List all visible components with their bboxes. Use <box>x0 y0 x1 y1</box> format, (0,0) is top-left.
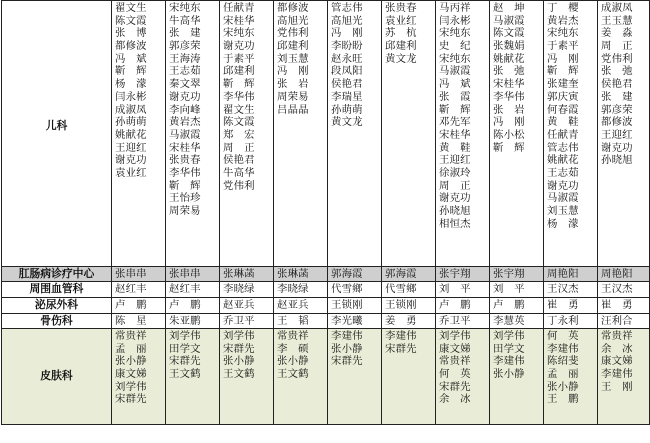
schedule-cell <box>382 298 436 314</box>
doctor-name: 卢 鹏 <box>169 299 201 311</box>
doctor-name: 张贵春 <box>169 154 201 167</box>
doctor-name: 刘玉慧 <box>277 52 309 65</box>
doctor-name: 常贵祥 <box>277 330 309 342</box>
doctor-name: 赵 坤 <box>493 2 525 14</box>
doctor-name: 成淑凤 <box>115 103 147 116</box>
doctor-name: 李华伟 <box>493 90 525 103</box>
doctor-name: 黄 鞋 <box>439 141 471 154</box>
doctor-name: 张琳菡 <box>277 268 309 280</box>
schedule-cell <box>112 267 166 282</box>
doctor-name: 王文鹤 <box>277 368 309 381</box>
schedule-cell <box>436 298 490 314</box>
schedule-cell <box>274 329 328 425</box>
doctor-name: 孟 丽 <box>547 368 579 381</box>
doctor-name: 冯 斌 <box>115 52 147 65</box>
doctor-name: 宋群先 <box>439 380 471 393</box>
schedule-body <box>2 1 650 425</box>
doctor-name: 管志伟 <box>331 2 363 14</box>
doctor-name: 牛高华 <box>169 14 201 27</box>
schedule-cell <box>544 282 598 298</box>
schedule-cell <box>166 329 220 425</box>
doctor-name: 谢克功 <box>547 179 579 192</box>
doctor-name: 陈小松 <box>493 128 525 141</box>
schedule-cell <box>598 314 650 329</box>
doctor-name: 邱建利 <box>277 40 309 53</box>
doctor-name: 姚献花 <box>547 154 579 167</box>
doctor-name: 宋群先 <box>331 355 363 368</box>
doctor-name: 靳 辉 <box>547 65 579 78</box>
doctor-name: 崔 勇 <box>601 299 633 311</box>
doctor-name: 乔卫平 <box>439 315 471 327</box>
doctor-name: 翟文生 <box>115 2 147 14</box>
department-label: 儿科 <box>2 1 112 267</box>
doctor-name: 张小静 <box>547 380 579 393</box>
schedule-cell <box>436 329 490 425</box>
doctor-name: 靳 辉 <box>439 103 471 116</box>
doctor-name: 张宇翔 <box>439 268 471 280</box>
doctor-name: 张 博 <box>115 27 147 40</box>
doctor-name: 何 英 <box>547 330 579 342</box>
doctor-name: 冯 刚 <box>493 116 525 129</box>
doctor-name: 陈文霞 <box>493 27 525 40</box>
schedule-cell <box>274 267 328 282</box>
doctor-name: 牛高华 <box>223 166 255 179</box>
doctor-name: 周荣易 <box>277 90 309 103</box>
schedule-cell <box>112 329 166 425</box>
doctor-name: 李华伟 <box>223 90 255 103</box>
department-label: 周围血管科 <box>2 282 112 298</box>
doctor-name: 刘学伟 <box>439 330 471 342</box>
doctor-name: 冯 刚 <box>547 52 579 65</box>
doctor-name: 姚献花 <box>493 52 525 65</box>
schedule-cell <box>220 329 274 425</box>
schedule-cell <box>490 298 544 314</box>
schedule-cell <box>436 282 490 298</box>
doctor-name: 张 岩 <box>493 103 525 116</box>
doctor-name: 孙萌萌 <box>331 103 363 116</box>
doctor-name: 宋桂华 <box>439 128 471 141</box>
doctor-name: 王迎红 <box>439 154 471 167</box>
doctor-name: 张宇翔 <box>493 268 525 280</box>
doctor-name: 张魏娟 <box>493 40 525 53</box>
schedule-cell <box>490 1 544 267</box>
doctor-name: 郭海霞 <box>385 268 417 280</box>
doctor-name: 李建伟 <box>493 355 525 368</box>
doctor-name: 刘学伟 <box>169 330 201 342</box>
schedule-cell <box>598 267 650 282</box>
doctor-name: 李建伟 <box>331 330 363 342</box>
doctor-name: 宋纯东 <box>547 27 579 40</box>
doctor-name: 宋纯东 <box>223 27 255 40</box>
schedule-cell <box>328 1 382 267</box>
doctor-name: 黄文龙 <box>331 116 363 129</box>
doctor-name: 张建奎 <box>547 78 579 91</box>
doctor-name: 周 正 <box>601 40 633 53</box>
schedule-cell <box>166 314 220 329</box>
doctor-name: 冯 斌 <box>439 78 471 91</box>
doctor-name: 刘 平 <box>493 283 525 295</box>
department-label: 骨伤科 <box>2 314 112 329</box>
doctor-name: 李 硕 <box>277 342 309 355</box>
doctor-name: 于素平 <box>547 40 579 53</box>
doctor-name: 陈绍斐 <box>547 355 579 368</box>
schedule-cell <box>598 1 650 267</box>
doctor-name: 郭庆寅 <box>547 90 579 103</box>
doctor-name: 袁业红 <box>385 14 417 27</box>
doctor-name: 康文娣 <box>601 355 633 368</box>
doctor-name: 马丙祥 <box>439 2 471 14</box>
doctor-name: 王怡珍 <box>169 192 201 205</box>
doctor-name: 相恒杰 <box>439 217 471 230</box>
doctor-name: 高旭光 <box>331 14 363 27</box>
doctor-name: 朱亚鹏 <box>169 315 201 327</box>
doctor-name: 王 韬 <box>277 315 309 327</box>
doctor-name: 张 岩 <box>277 78 309 91</box>
schedule-cell <box>328 314 382 329</box>
doctor-name: 李瑞星 <box>331 90 363 103</box>
schedule-cell <box>274 314 328 329</box>
schedule-cell <box>220 282 274 298</box>
doctor-name: 李盼盼 <box>331 40 363 53</box>
doctor-name: 张小静 <box>331 342 363 355</box>
doctor-name: 李向峰 <box>169 103 201 116</box>
schedule-table <box>1 0 650 425</box>
schedule-cell <box>382 267 436 282</box>
doctor-name: 常贵祥 <box>601 330 633 342</box>
doctor-name: 黄岩杰 <box>169 116 201 129</box>
doctor-name: 汪利合 <box>601 315 633 327</box>
doctor-name: 史 纪 <box>439 40 471 53</box>
doctor-name: 丁永利 <box>547 315 579 327</box>
doctor-name: 田学文 <box>493 342 525 355</box>
schedule-cell <box>544 329 598 425</box>
schedule-cell <box>112 1 166 267</box>
doctor-name: 任献青 <box>223 2 255 14</box>
doctor-name: 杨 濛 <box>115 78 147 91</box>
doctor-name: 宋群先 <box>115 393 147 406</box>
doctor-name: 李光曦 <box>331 315 363 327</box>
doctor-name: 赵亚兵 <box>277 299 309 311</box>
doctor-name: 何 英 <box>439 368 471 381</box>
doctor-name: 李华伟 <box>169 166 201 179</box>
doctor-name: 卢 鹏 <box>115 299 147 311</box>
schedule-cell <box>220 267 274 282</box>
doctor-name: 李慧英 <box>493 315 525 327</box>
schedule-cell <box>274 282 328 298</box>
doctor-name: 田学文 <box>169 342 201 355</box>
doctor-name: 王文鹤 <box>223 368 255 381</box>
schedule-cell <box>382 282 436 298</box>
doctor-name: 常贵祥 <box>115 330 147 342</box>
doctor-name: 王 鹏 <box>547 393 579 406</box>
doctor-name: 黄文龙 <box>385 52 417 65</box>
schedule-cell <box>112 298 166 314</box>
schedule-cell <box>544 267 598 282</box>
doctor-name: 宋桂华 <box>169 141 201 154</box>
doctor-name: 王锁刚 <box>385 299 417 311</box>
doctor-name: 靳 辉 <box>169 179 201 192</box>
schedule-cell <box>544 298 598 314</box>
schedule-cell <box>490 314 544 329</box>
doctor-name: 苏 杭 <box>385 27 417 40</box>
doctor-name: 王迎红 <box>115 141 147 154</box>
doctor-name: 何春霞 <box>547 103 579 116</box>
doctor-name: 宋桂华 <box>223 14 255 27</box>
doctor-name: 张串串 <box>169 268 201 280</box>
doctor-name: 余 冰 <box>601 342 633 355</box>
doctor-name: 康文娣 <box>439 342 471 355</box>
doctor-name: 李晓绿 <box>277 283 309 295</box>
schedule-cell <box>220 314 274 329</box>
doctor-name: 姚献花 <box>115 128 147 141</box>
doctor-name: 宋群先 <box>169 355 201 368</box>
doctor-name: 都修波 <box>277 2 309 14</box>
doctor-name: 张 弛 <box>601 65 633 78</box>
doctor-name: 郑 宏 <box>223 128 255 141</box>
doctor-name: 谢克功 <box>115 154 147 167</box>
doctor-name: 代雪鄉 <box>385 283 417 295</box>
doctor-name: 赵红丰 <box>169 283 201 295</box>
doctor-name: 翟文生 <box>223 103 255 116</box>
doctor-name: 张小静 <box>115 355 147 368</box>
doctor-name: 冯 刚 <box>331 27 363 40</box>
schedule-cell <box>598 282 650 298</box>
doctor-name: 宋群先 <box>385 342 417 355</box>
doctor-name: 谢克功 <box>169 90 201 103</box>
doctor-name: 赵亚兵 <box>223 299 255 311</box>
department-row-vascular <box>2 282 650 298</box>
doctor-name: 郭彦荣 <box>169 40 201 53</box>
doctor-name: 张琳菡 <box>223 268 255 280</box>
doctor-name: 党伟利 <box>277 27 309 40</box>
doctor-name: 李建伟 <box>547 342 579 355</box>
department-label: 皮肤科 <box>2 329 112 425</box>
doctor-name: 丁 樱 <box>547 2 579 14</box>
department-row-orthopedics <box>2 314 650 329</box>
doctor-name: 宋桂华 <box>493 78 525 91</box>
doctor-name: 宋纯东 <box>439 27 471 40</box>
doctor-name: 徐淑玲 <box>439 166 471 179</box>
schedule-cell <box>166 267 220 282</box>
doctor-name: 黄 鞋 <box>547 116 579 129</box>
doctor-name: 张小静 <box>223 355 255 368</box>
doctor-name: 谢克功 <box>223 40 255 53</box>
doctor-name: 赵红丰 <box>115 283 147 295</box>
schedule-cell <box>490 282 544 298</box>
doctor-name: 高旭光 <box>277 14 309 27</box>
schedule-cell <box>382 1 436 267</box>
schedule-cell <box>220 298 274 314</box>
doctor-name: 谢克功 <box>439 192 471 205</box>
schedule-cell <box>436 314 490 329</box>
doctor-name: 邱建利 <box>385 40 417 53</box>
schedule-cell <box>598 329 650 425</box>
schedule-cell <box>328 267 382 282</box>
doctor-name: 代雪鄉 <box>331 283 363 295</box>
doctor-name: 宋纯东 <box>439 52 471 65</box>
doctor-name: 管志伟 <box>547 141 579 154</box>
doctor-name: 郭彦荣 <box>601 103 633 116</box>
doctor-name: 闫永彬 <box>439 14 471 27</box>
department-row-dermatology <box>2 329 650 425</box>
doctor-name: 孙晓旭 <box>601 154 633 167</box>
schedule-cell <box>328 329 382 425</box>
doctor-name: 乔卫平 <box>223 315 255 327</box>
doctor-name: 赵永旺 <box>331 52 363 65</box>
schedule-cell <box>544 1 598 267</box>
doctor-name: 孟 丽 <box>115 342 147 355</box>
department-row-anorectal <box>2 267 650 282</box>
schedule-cell <box>436 1 490 267</box>
doctor-name: 张 建 <box>169 27 201 40</box>
doctor-name: 侯艳君 <box>331 78 363 91</box>
schedule-cell <box>220 1 274 267</box>
doctor-name: 周荣易 <box>169 205 201 217</box>
doctor-name: 周 正 <box>439 179 471 192</box>
doctor-name: 张小静 <box>493 368 525 381</box>
doctor-name: 杨 濛 <box>547 217 579 230</box>
doctor-name: 秦文翠 <box>169 78 201 91</box>
doctor-name: 王志茹 <box>547 166 579 179</box>
schedule-cell <box>274 298 328 314</box>
doctor-name: 马淑霞 <box>169 128 201 141</box>
schedule-cell <box>328 298 382 314</box>
doctor-name: 于素平 <box>223 52 255 65</box>
doctor-name: 侯艳君 <box>601 78 633 91</box>
doctor-name: 姜 淼 <box>601 27 633 40</box>
doctor-name: 李建伟 <box>601 368 633 381</box>
doctor-name: 刘玉慧 <box>547 205 579 217</box>
doctor-name: 任献青 <box>547 128 579 141</box>
schedule-cell <box>598 298 650 314</box>
department-row-urology <box>2 298 650 314</box>
doctor-name: 邱建利 <box>223 65 255 78</box>
schedule-cell <box>382 314 436 329</box>
doctor-name: 党伟利 <box>601 52 633 65</box>
schedule-cell <box>328 282 382 298</box>
doctor-name: 李晓绿 <box>223 283 255 295</box>
doctor-name: 张 建 <box>601 90 633 103</box>
doctor-name: 马淑霞 <box>493 14 525 27</box>
doctor-name: 姜 勇 <box>385 315 417 327</box>
doctor-name: 孙晓旭 <box>439 205 471 217</box>
doctor-name: 黄岩杰 <box>547 14 579 27</box>
doctor-name: 王汉杰 <box>601 283 633 295</box>
doctor-name: 孙萌萌 <box>115 116 147 129</box>
doctor-name: 张小静 <box>277 355 309 368</box>
doctor-name: 都修波 <box>601 116 633 129</box>
doctor-name: 冯 刚 <box>277 65 309 78</box>
doctor-name: 周艳阳 <box>547 268 579 280</box>
schedule-cell <box>112 314 166 329</box>
department-row-pediatrics <box>2 1 650 267</box>
doctor-name: 王玉慧 <box>601 14 633 27</box>
doctor-name: 王锁刚 <box>331 299 363 311</box>
doctor-name: 周 正 <box>223 141 255 154</box>
doctor-name: 卢 鹏 <box>439 299 471 311</box>
doctor-name: 闫永彬 <box>115 90 147 103</box>
doctor-name: 张贵春 <box>385 2 417 14</box>
doctor-name: 党伟利 <box>223 179 255 192</box>
schedule-cell <box>166 1 220 267</box>
schedule-cell <box>544 314 598 329</box>
doctor-name: 张 弛 <box>493 65 525 78</box>
doctor-name: 马淑霞 <box>547 192 579 205</box>
doctor-name: 王迎红 <box>601 128 633 141</box>
department-label: 肛肠病诊疗中心 <box>2 267 112 282</box>
doctor-name: 王海涛 <box>169 52 201 65</box>
schedule-cell <box>436 267 490 282</box>
schedule-cell <box>382 329 436 425</box>
doctor-name: 王志茹 <box>169 65 201 78</box>
doctor-name: 李建伟 <box>385 330 417 342</box>
doctor-name: 陈文霞 <box>115 14 147 27</box>
doctor-name: 王 刚 <box>601 380 633 393</box>
doctor-name: 刘学伟 <box>115 380 147 393</box>
schedule-cell <box>490 329 544 425</box>
doctor-name: 崔 勇 <box>547 299 579 311</box>
doctor-name: 刘学伟 <box>223 330 255 342</box>
doctor-name: 谢克功 <box>601 141 633 154</box>
doctor-name: 余 冰 <box>439 393 471 406</box>
doctor-name: 靳 辉 <box>223 78 255 91</box>
doctor-name: 侯艳君 <box>223 154 255 167</box>
schedule-cell <box>112 282 166 298</box>
doctor-name: 段凤阳 <box>331 65 363 78</box>
doctor-name: 成淑凤 <box>601 2 633 14</box>
doctor-name: 宋群先 <box>223 342 255 355</box>
doctor-name: 周艳阳 <box>601 268 633 280</box>
doctor-name: 马淑霞 <box>439 65 471 78</box>
doctor-name: 宋纯东 <box>169 2 201 14</box>
doctor-name: 王汉杰 <box>547 283 579 295</box>
doctor-name: 刘 平 <box>439 283 471 295</box>
doctor-name: 王文鹤 <box>169 368 201 381</box>
doctor-name: 张串串 <box>115 268 147 280</box>
schedule-cell <box>274 1 328 267</box>
doctor-name: 刘学伟 <box>493 330 525 342</box>
schedule-cell <box>166 298 220 314</box>
doctor-name: 康文娣 <box>115 368 147 381</box>
doctor-name: 张 霞 <box>439 90 471 103</box>
doctor-name: 靳 辉 <box>115 65 147 78</box>
schedule-cell <box>490 267 544 282</box>
doctor-name: 郭海霞 <box>331 268 363 280</box>
doctor-name: 吕晶晶 <box>277 103 309 116</box>
doctor-name: 袁业红 <box>115 166 147 179</box>
doctor-name: 常贵祥 <box>439 355 471 368</box>
department-label: 泌尿外科 <box>2 298 112 314</box>
schedule-cell <box>166 282 220 298</box>
doctor-name: 陈 星 <box>115 315 147 327</box>
doctor-name: 都修波 <box>115 40 147 53</box>
doctor-name: 邓先军 <box>439 116 471 129</box>
doctor-name: 靳 辉 <box>493 141 525 154</box>
doctor-name: 陈文霞 <box>223 116 255 129</box>
doctor-name: 卢 鹏 <box>493 299 525 311</box>
